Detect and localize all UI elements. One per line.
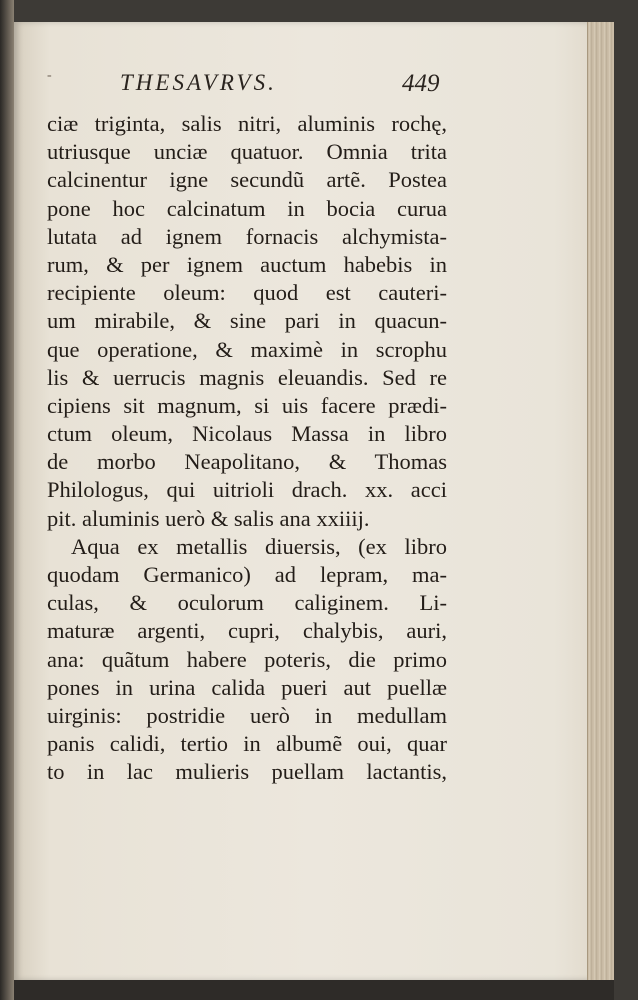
header-title: THESAVRVS. <box>120 70 277 95</box>
text-line: lis & uerrucis magnis eleuandis. Sed re <box>47 364 447 390</box>
text-line: quodam Germanico) ad lepram, ma- <box>47 562 447 587</box>
text-line: culas, & oculorum caliginem. Li- <box>47 590 447 616</box>
text-line: Philologus, qui uitrioli drach. xx. acci <box>47 477 447 503</box>
body-text <box>47 110 447 787</box>
text-line: ana: quãtum habere poteris, die primo <box>47 646 447 672</box>
text-line: ciæ triginta, salis nitri, aluminis rochę, <box>47 111 447 136</box>
page-number: 449 <box>402 70 440 97</box>
text-line: um mirabile, & sine pari in quacun- <box>47 308 447 334</box>
page-stack-edge <box>587 22 614 980</box>
text-line: pone hoc calcinatum in bocia curua <box>47 195 447 221</box>
text-line: utriusque unciæ quatuor. Omnia trita <box>47 139 447 165</box>
text-line: lutata ad ignem fornacis alchymista- <box>47 223 447 249</box>
text-line: panis calidi, tertio in albumẽ oui, quar <box>47 731 447 757</box>
text-line: to in lac mulieris puellam lactantis, <box>47 759 447 785</box>
book-bottom-shadow <box>14 980 614 1000</box>
book-binding-edge <box>0 0 14 1000</box>
text-line: pones in urina calida pueri aut puellæ <box>47 674 447 700</box>
text-line: calcinentur igne secundũ artẽ. Postea <box>47 167 447 193</box>
running-header <box>120 70 450 104</box>
text-line: ctum oleum, Nicolaus Massa in libro <box>47 421 447 447</box>
text-line: maturæ argenti, cupri, chalybis, auri, <box>47 618 447 644</box>
text-line: cipiens sit magnum, si uis facere prædi- <box>47 392 447 418</box>
text-line: recipiente oleum: quod est cauteri- <box>47 280 447 306</box>
text-line: de morbo Neapolitano, & Thomas <box>47 449 447 475</box>
paragraph-start-line: Aqua ex metallis diuersis, (ex libro <box>71 533 447 559</box>
text-line: que operatione, & maximè in scrophu <box>47 336 447 362</box>
text-line: uirginis: postridie uerò in medullam <box>47 702 447 728</box>
text-line: rum, & per ignem auctum habebis in <box>47 251 447 277</box>
ink-mark: - <box>47 68 52 83</box>
text-line: pit. aluminis uerò & salis ana xxiiij. <box>47 505 370 531</box>
